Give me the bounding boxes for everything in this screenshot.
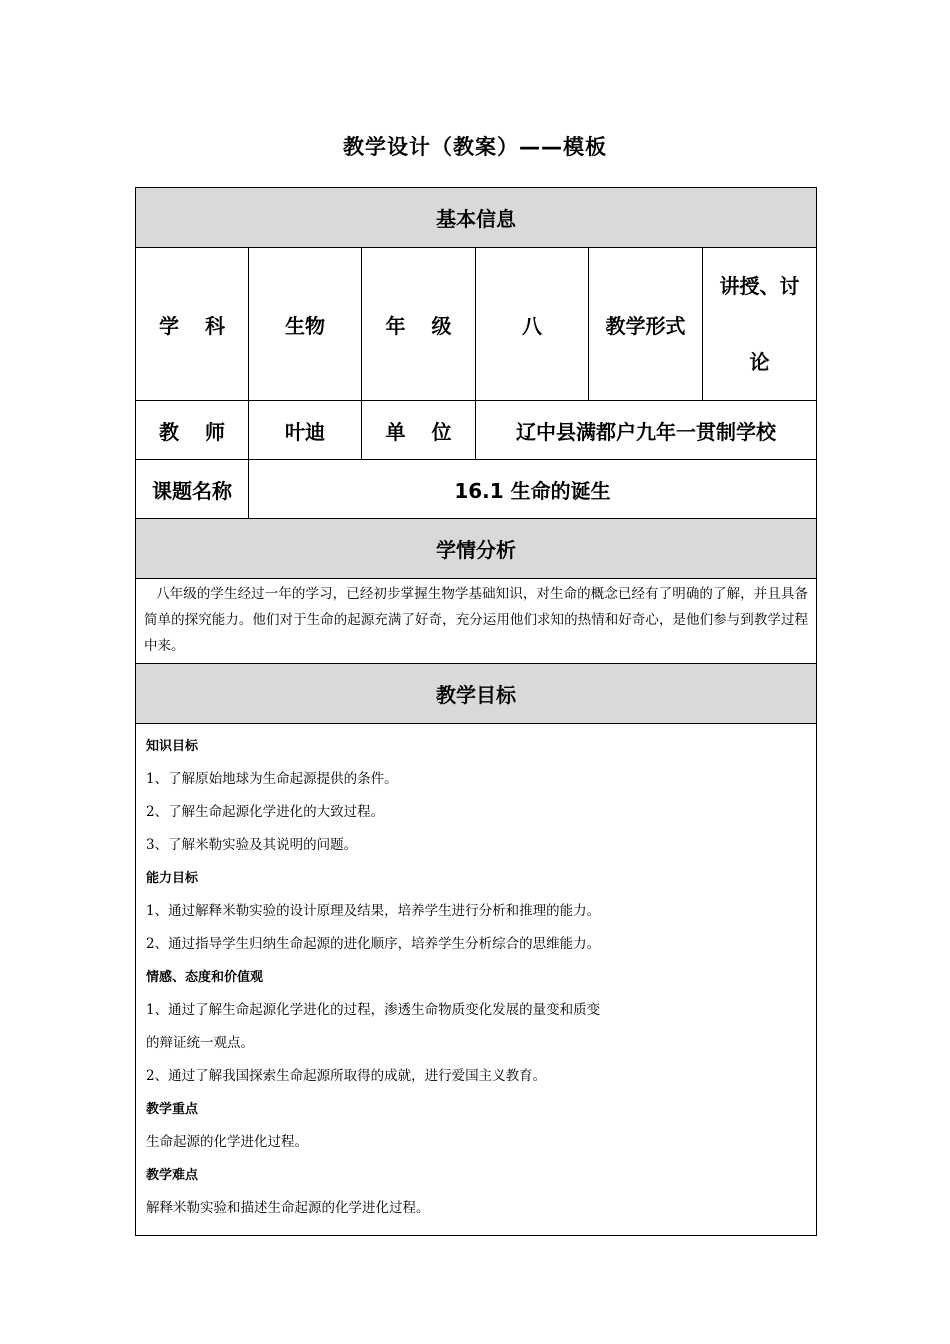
ability-item: 2、通过指导学生归纳生命起源的进化顺序，培养学生分析综合的思维能力。 <box>146 936 601 952</box>
form-value-line1: 讲授、讨 <box>719 274 800 298</box>
subject-value: 生物 <box>249 248 362 401</box>
key-point-title: 教学重点 <box>146 1102 199 1117</box>
objectives-body <box>136 724 817 1236</box>
topic-label: 课题名称 <box>136 460 249 519</box>
analysis-text <box>136 579 817 664</box>
key-point-text: 生命起源的化学进化过程。 <box>146 1134 308 1150</box>
knowledge-title: 知识目标 <box>146 739 199 754</box>
emotion-item: 2、通过了解我国探索生命起源所取得的成就，进行爱国主义教育。 <box>146 1068 547 1084</box>
lesson-plan-table <box>135 187 817 1236</box>
basic-info-header: 基本信息 <box>136 188 817 248</box>
teacher-value: 叶迪 <box>249 401 362 460</box>
unit-label: 单 位 <box>362 401 476 460</box>
form-value-line2: 论 <box>749 350 770 374</box>
emotion-item: 的辩证统一观点。 <box>146 1035 254 1051</box>
analysis-paragraph: 八年级的学生经过一年的学习，已经初步掌握生物学基础知识，对生命的概念已经有了明确的了解，并且具备简单的探究能力。他们对于生命的起源充满了好奇，充分运用他们求知的热情和好奇心，是他们参与到教学过程中来。 <box>144 586 808 654</box>
topic-value: 16.1 生命的诞生 <box>249 460 817 519</box>
knowledge-item: 1、了解原始地球为生命起源提供的条件。 <box>146 771 398 787</box>
difficult-point-text: 解释米勒实验和描述生命起源的化学进化过程。 <box>146 1200 430 1216</box>
grade-value: 八 <box>476 248 589 401</box>
ability-item: 1、通过解释米勒实验的设计原理及结果，培养学生进行分析和推理的能力。 <box>146 903 601 919</box>
knowledge-item: 2、了解生命起源化学进化的大致过程。 <box>146 804 385 820</box>
form-value <box>703 248 817 401</box>
form-label: 教学形式 <box>589 248 703 401</box>
emotion-item: 1、通过了解生命起源化学进化的过程，渗透生命物质变化发展的量变和质变 <box>146 1002 601 1018</box>
emotion-title: 情感、态度和价值观 <box>146 970 264 985</box>
objectives-header: 教学目标 <box>136 664 817 724</box>
document-title: 教学设计（教案）——模板 <box>343 135 607 159</box>
difficult-point-title: 教学难点 <box>146 1168 199 1183</box>
analysis-header: 学情分析 <box>136 519 817 579</box>
knowledge-item: 3、了解米勒实验及其说明的问题。 <box>146 837 358 853</box>
ability-title: 能力目标 <box>146 871 199 886</box>
unit-value: 辽中县满都户九年一贯制学校 <box>476 401 817 460</box>
teacher-label: 教 师 <box>136 401 249 460</box>
grade-label: 年 级 <box>362 248 476 401</box>
subject-label: 学 科 <box>136 248 249 401</box>
